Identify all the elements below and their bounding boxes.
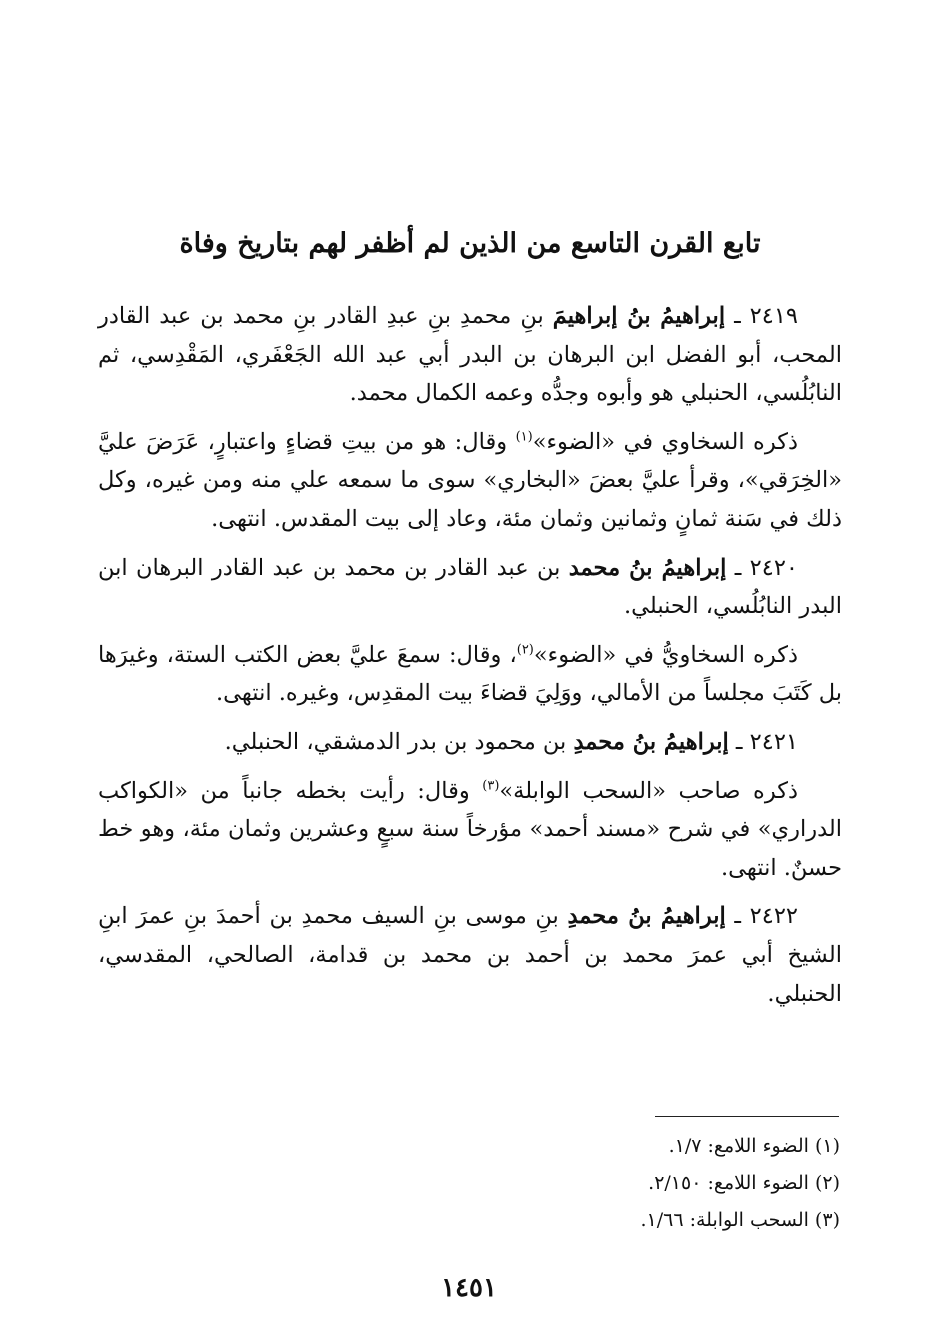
- commentary-paragraph: ذكره السخاويُّ في «الضوء»$^{(٢)}$، وقال: سمعَ عليَّ بعض الكتب الستة، وغيرَها بل كَتَبَ مجلساً من الأمالي، ووَلِيَ قضاءَ بيت المقدِس، وغيره. انتهى.: [98, 641, 842, 707]
- footnote-1: (١) الضوء اللامع: ١/٧.: [668, 1135, 840, 1157]
- footnote-marker: (٣): [482, 778, 500, 794]
- footnote-marker: (١): [515, 429, 533, 445]
- entry-name: إبراهيمُ بنُ محمد: [568, 554, 727, 581]
- entry-2420: ٢٤٢٠ ـ إبراهيمُ بنُ محمد بن عبد القادر بن محمد بن عبد القادر البرهان ابن البدر النابُلُسي، الحنبلي.: [98, 554, 842, 620]
- entry-number: ٢٤٢٠: [749, 554, 799, 581]
- footnote-2: (٢) الضوء اللامع: ٢/١٥٠.: [648, 1172, 840, 1194]
- entry-number: ٢٤٢١: [749, 728, 798, 755]
- entry-2422: ٢٤٢٢ ـ إبراهيمُ بنُ محمدِ بنِ موسى بنِ السيف محمدِ بن أحمدَ بنِ عمرَ ابنِ الشيخ أبي عمرَ محمد بن أحمد بن محمد بن قدامة، الصالحي، المقدسي، الحنبلي.: [98, 903, 842, 1007]
- footnote-3: (٣) السحب الوابلة: ١/٦٦.: [640, 1209, 840, 1231]
- entry-2421: ٢٤٢١ ـ إبراهيمُ بنُ محمدِ بن محمود بن بدر الدمشقي، الحنبلي.: [224, 728, 798, 755]
- entry-text: بنِ محمدِ بنِ عبدِ القادر بنِ محمد بن عبد القادر المحب، أبو الفضل ابن البرهان بن البدر أبي عبد الله الجَعْفَري، المَقْدِسي، ثم النابُلُسي، الحنبلي هو وأبوه وجدُّه وعمه الكمال محمد.: [98, 303, 842, 407]
- footnote-marker: (٢): [516, 642, 534, 658]
- entry-name: إبراهيمُ بنُ محمدِ: [567, 903, 726, 930]
- page-body: [98, 297, 842, 1023]
- entry-name: إبراهيمُ بنُ إبراهيمَ: [552, 303, 726, 329]
- entry-2419: ٢٤١٩ ـ إبراهيمُ بنُ إبراهيمَ بنِ محمدِ بنِ عبدِ القادر بنِ محمد بن عبد القادر المحب، أبو الفضل ابن البرهان بن البدر أبي عبد الله الجَعْفَري، المَقْدِسي، ثم النابُلُسي، الحنبلي هو وأبوه وجدُّه وعمه الكمال محمد.: [98, 303, 842, 407]
- entry-text: بن عبد القادر بن محمد بن عبد القادر البرهان ابن البدر النابُلُسي، الحنبلي.: [98, 554, 842, 620]
- footnote-separator: [655, 1116, 839, 1117]
- entry-text: بن محمود بن بدر الدمشقي، الحنبلي.: [224, 728, 567, 755]
- commentary-paragraph: ذكره السخاوي في «الضوء»$^{(١)}$ وقال: هو من بيتِ قضاءٍ واعتبارٍ، عَرَضَ عليَّ «الخِرَقي»، وقرأ عليَّ بعضَ «البخاري» سوى ما سمعه علي منه ومن غيره، وكل ذلك في سَنة ثمانٍ وثمانين وثمان مئة، وعاد إلى بيت المقدس. انتهى.: [98, 428, 842, 532]
- page-heading: تابع القرن التاسع من الذين لم أظفر لهم بتاريخ وفاة: [179, 228, 761, 259]
- footnotes: [300, 1128, 840, 1239]
- commentary-paragraph: ذكره صاحب «السحب الوابلة»$^{(٣)}$ وقال: رأيت بخطه جانباً من «الكواكب الدراري» في شرح «مسند أحمد» مؤرخاً سنة سبعٍ وعشرين وثمان مئة، وهو خط حسنٌ. انتهى.: [98, 777, 842, 881]
- page-number: ١٤٥١: [441, 1273, 497, 1303]
- entry-text: بنِ موسى بنِ السيف محمدِ بن أحمدَ بنِ عمرَ ابنِ الشيخ أبي عمرَ محمد بن أحمد بن محمد بن قدامة، الصالحي، المقدسي، الحنبلي.: [98, 903, 842, 1007]
- entry-number: ٢٤٢٢: [749, 903, 798, 930]
- entry-number: ٢٤١٩: [749, 303, 798, 329]
- entry-name: إبراهيمُ بنُ محمدِ: [573, 728, 729, 755]
